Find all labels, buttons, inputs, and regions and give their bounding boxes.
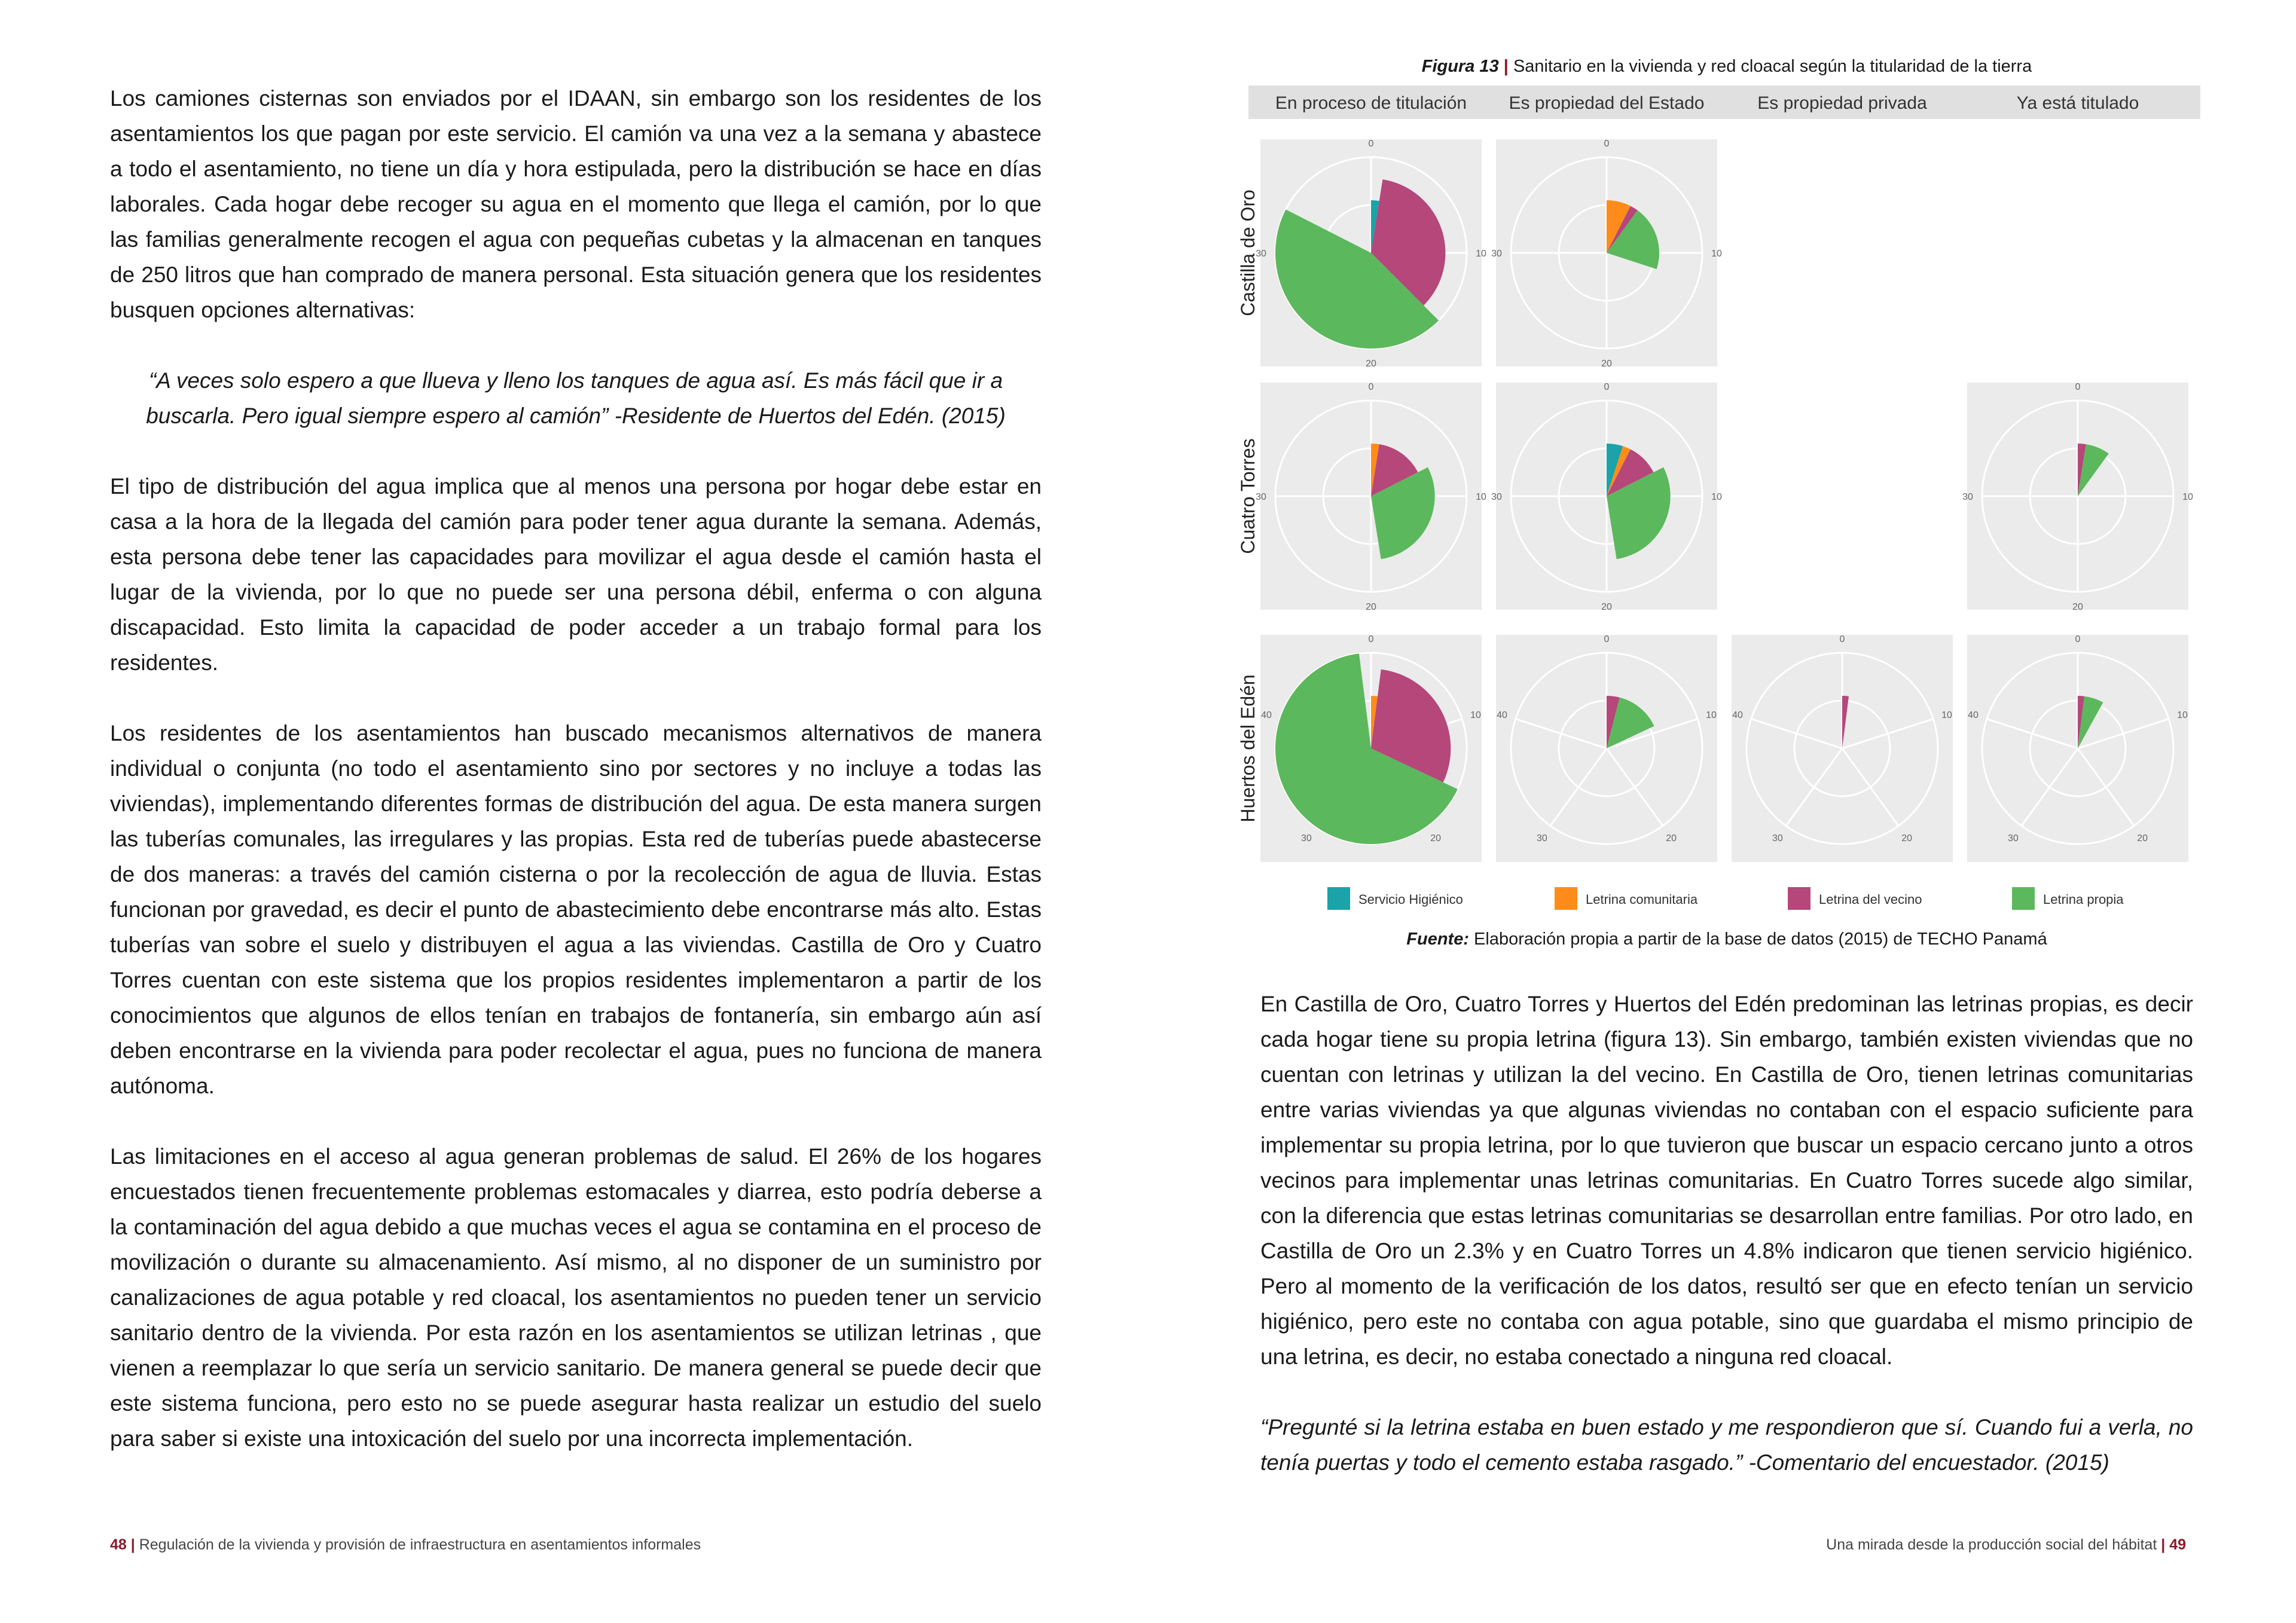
column-header: Ya está titulado: [2016, 93, 2139, 113]
axis-tick-label: 10: [1711, 492, 1722, 502]
page-number-right: 49: [2169, 1536, 2186, 1553]
axis-tick-label: 20: [1666, 833, 1677, 843]
left-paragraph-1: Los camiones cisternas son enviados por el IDAAN, sin embargo son los residentes de los asentamientos los que pagan por este servicio. El camión va una vez a la semana y abastece a todo el asentamiento, no tiene un día y hora estipulada, pero la distribución se hace en días laborales. Cada hogar debe recoger su agua en el momento que llega el camión, por lo que las familias generalmente recogen el agua con pequeñas cubetas y la almacenan en tanques de 250 litros que han comprado de manera personal. Esta situación genera que los residentes busquen opciones alternativas:: [110, 86, 1042, 322]
figure-source: [1260, 930, 2193, 949]
axis-tick-label: 30: [1772, 833, 1783, 843]
footer-right-text: Una mirada desde la producción social del hábitat: [1826, 1536, 2157, 1553]
figure-13-chart: [1232, 84, 2212, 921]
figure-caption: [1260, 57, 2193, 77]
axis-tick-label: 20: [2137, 833, 2148, 843]
row-label: Huertos del Edén: [1237, 674, 1259, 823]
footer-right: [1826, 1536, 2186, 1554]
axis-tick-label: 10: [1706, 710, 1717, 721]
legend-label: Letrina propia: [2043, 892, 2124, 907]
footer-right-pipe: |: [2161, 1536, 2166, 1553]
left-paragraph-2: El tipo de distribución del agua implica que al menos una persona por hogar debe estar en casa a la hora de la llegada del camión para poder tener agua durante la semana. Además, esta persona debe tener las capacidades para movilizar el agua desde el camión hasta el lugar de la vivienda, por lo que no puede ser una persona débil, enferma o con alguna discapacidad. Esto limita la capacidad de poder acceder a un trabajo formal para los residentes.: [110, 474, 1042, 675]
legend-label: Servicio Higiénico: [1358, 892, 1463, 907]
axis-tick-label: 30: [1300, 833, 1312, 843]
axis-tick-label: 20: [2072, 602, 2083, 612]
left-page-body: [110, 81, 1042, 1491]
right-paragraph-1: En Castilla de Oro, Cuatro Torres y Huertos del Edén predominan las letrinas propias, es decir cada hogar tiene su propia letrina (figura 13). Sin embargo, también existen viviendas que no cuentan con letrinas y utilizan la del vecino. En Castilla de Oro, tienen letrinas comunitarias entre varias viviendas ya que algunas viviendas no contaban con el espacio suficiente para implementar su propia letrina, por lo que tuvieron que buscar un espacio cercano junto a otros vecinos para implementar unas letrinas comunitarias. En Cuatro Torres sucede algo similar, con la diferencia que estas letrinas comunitarias se desarrollan entre familias. Por otro lado, en Castilla de Oro un 2.3% y en Cuatro Torres un 4.8% indicaron que tienen servicio higiénico. Pero al momento de la verificación de los datos, resultó ser que en efecto tenían un servicio higiénico, pero este no contaba con agua potable, sino que guardaba el mismo principio de una letrina, es decir, no estaba conectado a ninguna red cloacal.: [1260, 992, 2193, 1369]
axis-tick-label: 20: [1601, 602, 1612, 612]
axis-tick-label: 0: [1368, 634, 1374, 644]
legend-swatch: [1788, 887, 1810, 910]
left-paragraph-4: Las limitaciones en el acceso al agua generan problemas de salud. El 26% de los hogares encuestados tienen frecuentemente problemas estomacales y diarrea, esto podría deberse a la contaminación del agua debido a que muchas veces el agua se contamina en el proceso de movilización o durante su almacenamiento. Así mismo, al no disponer de un suministro por canalizaciones de agua potable y red cloacal, los asentamientos no pueden tener un servicio sanitario dentro de la vivienda. Por esta razón en los asentamientos se utilizan letrinas , que vienen a reemplazar lo que sería un servicio sanitario. De manera general se puede decir que este sistema funciona, pero esto no se puede asegurar hasta realizar un estudio del suelo para saber si existe una intoxicación del suelo por una incorrecta implementación.: [110, 1144, 1042, 1451]
column-header: Es propiedad privada: [1757, 93, 1927, 113]
figure-separator: |: [1498, 57, 1513, 76]
axis-tick-label: 10: [2182, 492, 2193, 502]
column-header: En proceso de titulación: [1275, 93, 1467, 113]
left-quote: “A veces solo espero a que llueva y lleno los tanques de agua así. Es más fácil que ir a buscarla. Pero igual siempre espero al camión” -Residente de Huertos del Edén. (2015): [146, 368, 1006, 428]
axis-tick-label: 10: [1476, 492, 1486, 502]
axis-tick-label: 40: [1261, 710, 1272, 721]
axis-tick-label: 0: [2075, 382, 2081, 392]
axis-tick-label: 0: [1604, 139, 1610, 149]
axis-tick-label: 10: [1470, 710, 1481, 721]
figure-label: Figura 13: [1421, 57, 1499, 76]
row-label: Cuatro Torres: [1237, 438, 1259, 554]
figure-caption-text: Sanitario en la vivienda y red cloacal según la titularidad de la tierra: [1513, 57, 2032, 76]
axis-tick-label: 20: [1430, 833, 1442, 843]
axis-tick-label: 0: [1839, 634, 1845, 644]
legend-label: Letrina del vecino: [1819, 892, 1922, 907]
axis-tick-label: 30: [1256, 249, 1266, 259]
axis-tick-label: 30: [1256, 492, 1266, 502]
axis-tick-label: 0: [1604, 634, 1610, 644]
legend-swatch: [1555, 887, 1577, 910]
row-label: Castilla de Oro: [1237, 189, 1259, 316]
right-page-body: [1260, 986, 2193, 1515]
footer-left: [110, 1536, 701, 1554]
legend-swatch: [1327, 887, 1350, 910]
axis-tick-label: 30: [1536, 833, 1547, 843]
axis-tick-label: 20: [1366, 602, 1376, 612]
axis-tick-label: 40: [1732, 710, 1743, 721]
axis-tick-label: 0: [1604, 382, 1610, 392]
legend-label: Letrina comunitaria: [1586, 892, 1698, 907]
axis-tick-label: 10: [1941, 710, 1952, 721]
axis-tick-label: 10: [1711, 249, 1722, 259]
axis-tick-label: 30: [1491, 249, 1502, 259]
source-text: Elaboración propia a partir de la base de datos (2015) de TECHO Panamá: [1469, 930, 2047, 949]
axis-tick-label: 0: [1368, 139, 1374, 149]
source-label: Fuente:: [1406, 930, 1469, 949]
axis-tick-label: 10: [2177, 710, 2188, 721]
footer-left-pipe: |: [130, 1536, 135, 1553]
axis-tick-label: 20: [1601, 359, 1612, 369]
axis-tick-label: 20: [1901, 833, 1913, 843]
column-header: Es propiedad del Estado: [1509, 93, 1705, 113]
page-number-left: 48: [110, 1536, 127, 1553]
left-paragraph-3: Los residentes de los asentamientos han buscado mecanismos alternativos de manera individual o conjunta (no todo el asentamiento sino por sectores y no incluye a todas las viviendas), implementando diferentes formas de distribución del agua. De esta manera surgen las tuberías comunales, las irregulares y las propias. Esta red de tuberías puede abastecerse de dos maneras: a través del camión cisterna o por la recolección de agua de lluvia. Estas funcionan por gravedad, es decir el punto de abastecimiento debe encontrarse más alto. Estas tuberías van sobre el suelo y distribuyen el agua a las viviendas. Castilla de Oro y Cuatro Torres cuentan con este sistema que los propios residentes implementaron a partir de los conocimientos que algunos de ellos tenían en trabajos de fontanería, sin embargo aún así deben encontrarse en la vivienda para poder recolectar el agua, pues no funciona de manera autónoma.: [110, 721, 1042, 1098]
axis-tick-label: 30: [1962, 492, 1973, 502]
axis-tick-label: 40: [1497, 710, 1507, 721]
axis-tick-label: 40: [1968, 710, 1979, 721]
footer-left-text: Regulación de la vivienda y provisión de infraestructura en asentamientos informales: [139, 1536, 701, 1553]
axis-tick-label: 10: [1476, 249, 1486, 259]
axis-tick-label: 30: [2007, 833, 2019, 843]
axis-tick-label: 20: [1366, 359, 1376, 369]
legend-swatch: [2012, 887, 2035, 910]
axis-tick-label: 0: [2075, 634, 2081, 644]
right-quote: “Pregunté si la letrina estaba en buen estado y me respondieron que sí. Cuando fui a verla, no tenía puertas y todo el cemento estaba rasgado.” -Comentario del encuestador. (2015): [1260, 1415, 2193, 1475]
axis-tick-label: 30: [1491, 492, 1502, 502]
axis-tick-label: 0: [1368, 382, 1374, 392]
